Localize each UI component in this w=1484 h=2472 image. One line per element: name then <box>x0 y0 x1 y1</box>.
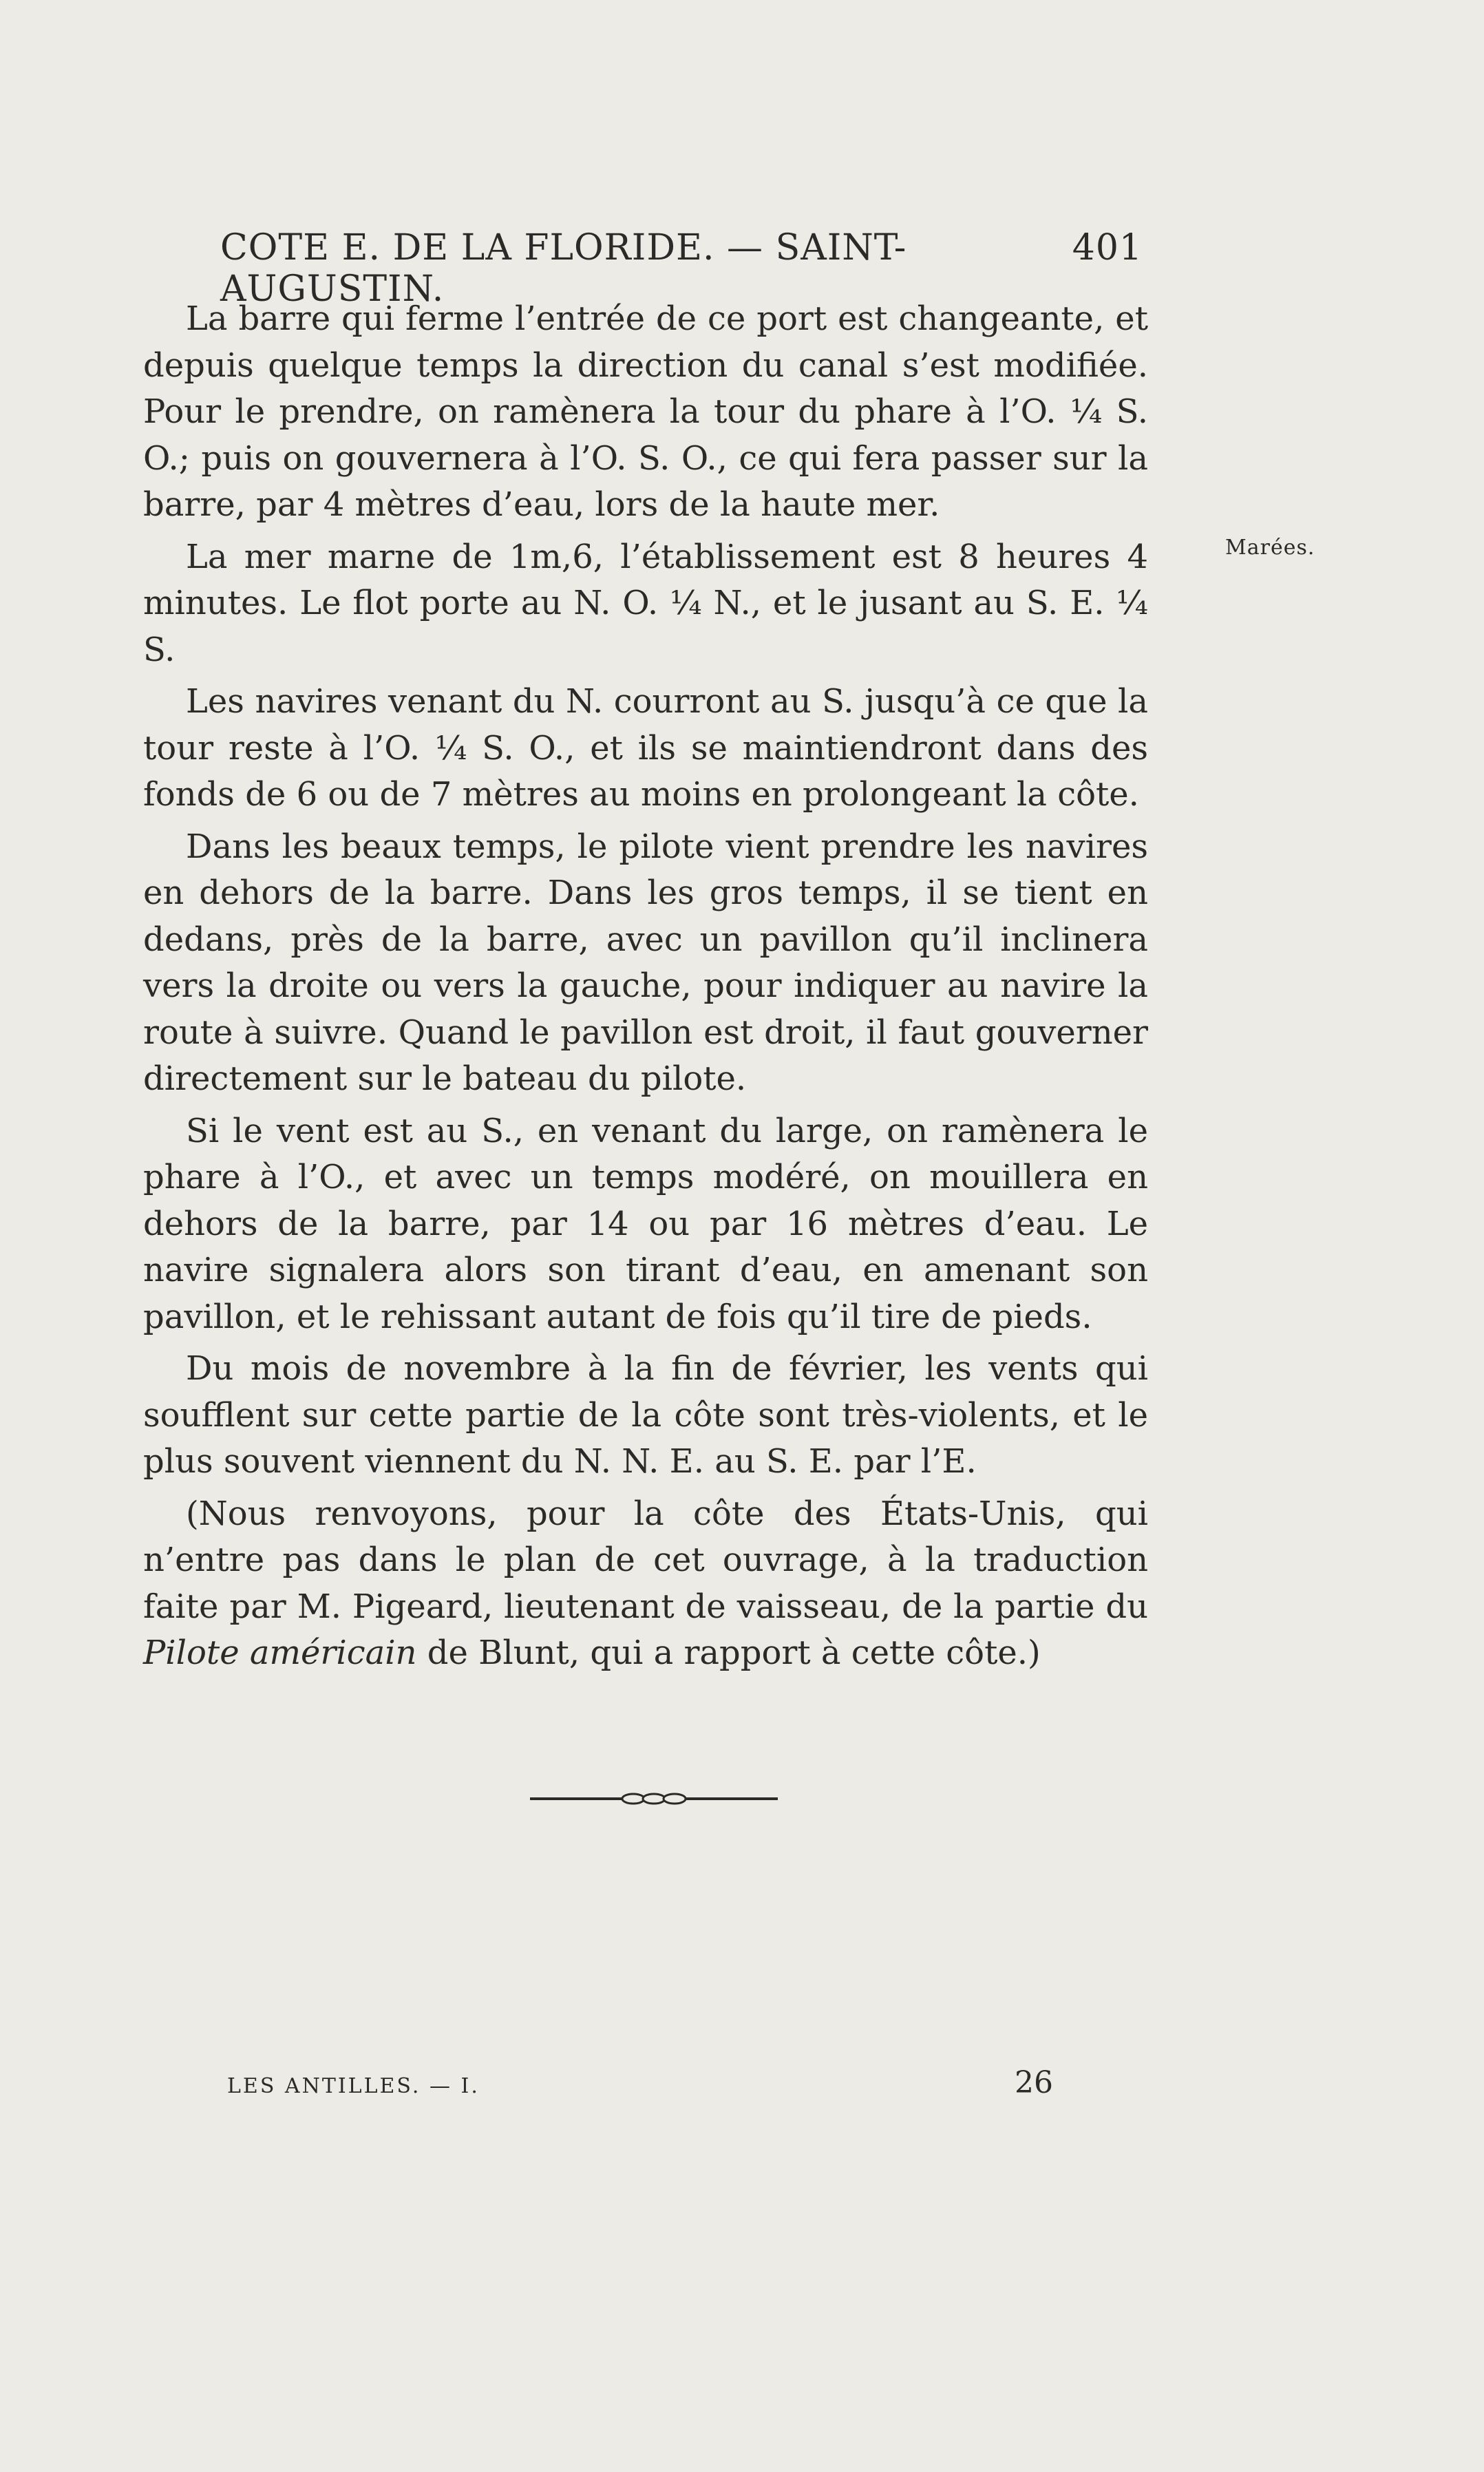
paragraph: Du mois de novembre à la fin de février, les vents qui soufflent sur cette partie de la côte sont très-violents, et le plus souvent viennent du N. N. E. au S. E. par l’E. <box>143 1349 1148 1481</box>
paragraph: Si le vent est au S., en venant du large, on ramènera le phare à l’O., et avec un temps modéré, on mouillera en dehors de la barre, par 14 ou par 16 mètres d’eau. Le navire signalera alors son tirant d’eau, en amenant son pavillon, et le rehissant autant de fois qu’il tire de pieds. <box>143 1111 1148 1336</box>
paragraph: Dans les beaux temps, le pilote vient prendre les navires en dehors de la barre. Dans les gros temps, il se tient en dedans, près de la barre, avec un pavillon qu’il inclinera vers la droite ou vers la gauche, pour indiquer au navire la route à suivre. Quand le pavillon est droit, il faut gouverner directement sur le bateau du pilote. <box>143 827 1148 1098</box>
paragraph: La barre qui ferme l’entrée de ce port est changeante, et depuis quelque temps la direction du canal s’est modifiée. Pour le prendre, on ramènera la tour du phare à l’O. ¼ S. O.; puis on gouvernera à l’O. S. O., ce qui fera passer sur la barre, par 4 mètres d’eau, lors de la haute mer. <box>143 299 1148 524</box>
paragraph-text: (Nous renvoyons, pour la côte des États-Unis, qui n’entre pas dans le plan de cet ouvrage, à la traduction faite par M. Pigeard, lieutenant de vaisseau, de la partie du <box>143 1494 1148 1626</box>
paragraph <box>143 1491 1148 1677</box>
sheet-number: 26 <box>1015 2065 1053 2100</box>
page-number: 401 <box>1072 227 1143 268</box>
running-title: COTE E. DE LA FLORIDE. — SAINT-AUGUSTIN. <box>220 227 907 310</box>
paragraph: Les navires venant du N. courront au S. jusqu’à ce que la tour reste à l’O. ¼ S. O., et ils se maintiendront dans des fonds de 6 ou de 7 mètres au moins en prolongeant la côte. <box>143 682 1148 814</box>
body-text <box>143 296 1148 1677</box>
margin-note: Marées. <box>1225 536 1315 560</box>
footer <box>227 2065 1053 2100</box>
book-title: Pilote américain <box>143 1634 417 1672</box>
signature-mark: LES ANTILLES. — I. <box>227 2074 480 2098</box>
ornament-rule <box>530 1788 778 1809</box>
paragraph: La mer marne de 1m,6, l’établissement est 8 heures 4 minutes. Le flot porte au N. O. ¼ N., et le jusant au S. E. ¼ S. <box>143 537 1148 669</box>
paragraph-text: de Blunt, qui a rapport à cette côte.) <box>416 1634 1041 1672</box>
